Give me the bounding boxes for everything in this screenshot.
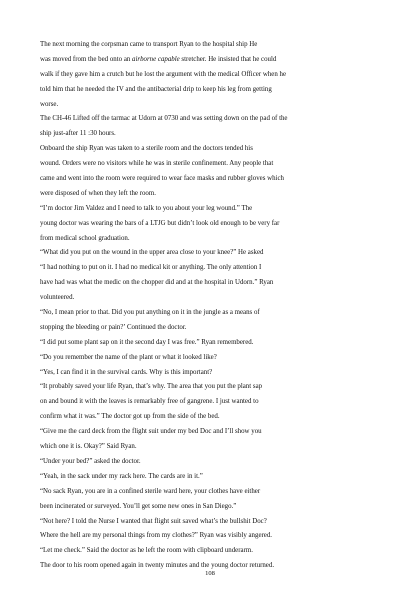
text-segment: was moved from the bed onto an (40, 55, 133, 63)
text-line: volunteered. (40, 294, 75, 302)
text-line: The door to his room opened again in twenty minutes and the young doctor returned. (40, 562, 275, 570)
text-line: The next morning the corpsman came to transport Ryan to the hospital ship He (40, 41, 258, 48)
text-line: confirm what it was.” The doctor got up from the side of the bed. (40, 413, 220, 421)
text-line: “Do you remember the name of the plant or what it looked like? (40, 353, 217, 361)
text-line: worse. (40, 100, 59, 108)
text-line: have had was what the medic on the chopper did and at the hospital in Udorn.” Ryan (40, 279, 274, 287)
text-line: “No, I mean prior to that. Did you put anything on it in the jungle as a means of (40, 309, 260, 317)
text-segment: stretcher. He insisted that he could (179, 55, 277, 63)
text-line: came and went into the room were required to wear face masks and rubber gloves which (40, 175, 284, 183)
text-line: been incinerated or surveyed. You’ll get some new ones in San Diego.” (40, 502, 237, 510)
text-line: wound. Orders were no visitors while he was in sterile confinement. Any people that (40, 160, 274, 168)
text-line: “Yes, I can find it in the survival cards. Why is this important? (40, 368, 213, 376)
text-line: from medical school graduation. (40, 234, 130, 242)
italic-term: airborne capable (132, 55, 180, 63)
text-line: “What did you put on the wound in the upper area close to your knee?” He asked (40, 249, 264, 257)
text-line: “No sack Ryan, you are in a confined sterile ward here, your clothes have either (40, 487, 261, 495)
text-line: “It probably saved your life Ryan, that’s why. The area that you put the plant sap (40, 383, 263, 391)
text-line: “Under your bed?” asked the doctor. (40, 457, 141, 465)
text-line: young doctor was wearing the bars of a LTJG but didn’t look old enough to be very far (40, 219, 280, 227)
text-line: “I had nothing to put on it. I had no medical kit or anything. The only attention I (40, 264, 262, 272)
text-line (40, 53, 388, 68)
text-line: “I’m doctor Jim Valdez and I need to talk to you about your leg wound.” The (40, 204, 253, 212)
text-line: told him that he needed the IV and the antibacterial drip to keep his leg from getting (40, 85, 272, 93)
text-line: walk if they gave him a crutch but he lost the argument with the medical Officer when he (40, 70, 287, 78)
page-number: 108 (205, 570, 215, 577)
text-line: Where the hell are my personal things from my clothes?” Ryan was visibly angered. (40, 532, 273, 540)
text-line: were disposed of when they left the room. (40, 189, 156, 197)
text-line: which one it is. Okay?” Said Ryan. (40, 443, 137, 451)
text-line: “Let me check.” Said the doctor as he left the room with clipboard underarm. (40, 547, 253, 555)
text-line: “Yeah, in the sack under my rack here. The cards are in it.” (40, 472, 203, 480)
text-line: “Not here? I told the Nurse I wanted that flight suit saved what’s the bullshit Doc? (40, 517, 267, 525)
text-line: Onboard the ship Ryan was taken to a sterile room and the doctors tended his (40, 145, 253, 153)
text-line: stopping the bleeding or pain?’ Continued the doctor. (40, 323, 187, 331)
text-line: “Give me the card deck from the flight suit under my bed Doc and I’ll show you (40, 428, 262, 436)
text-line: ship just-after 11 :30 hours. (40, 130, 116, 138)
body-text (40, 38, 388, 574)
text-line: “I did put some plant sap on it the second day I was free.” Ryan remembered. (40, 338, 254, 346)
text-line: The CH-46 Lifted off the tarmac at Udorn at 0730 and was setting down on the pad of the (40, 115, 288, 123)
text-line: on and bound it with the leaves is remarkably free of gangrene. I just wanted to (40, 398, 259, 406)
